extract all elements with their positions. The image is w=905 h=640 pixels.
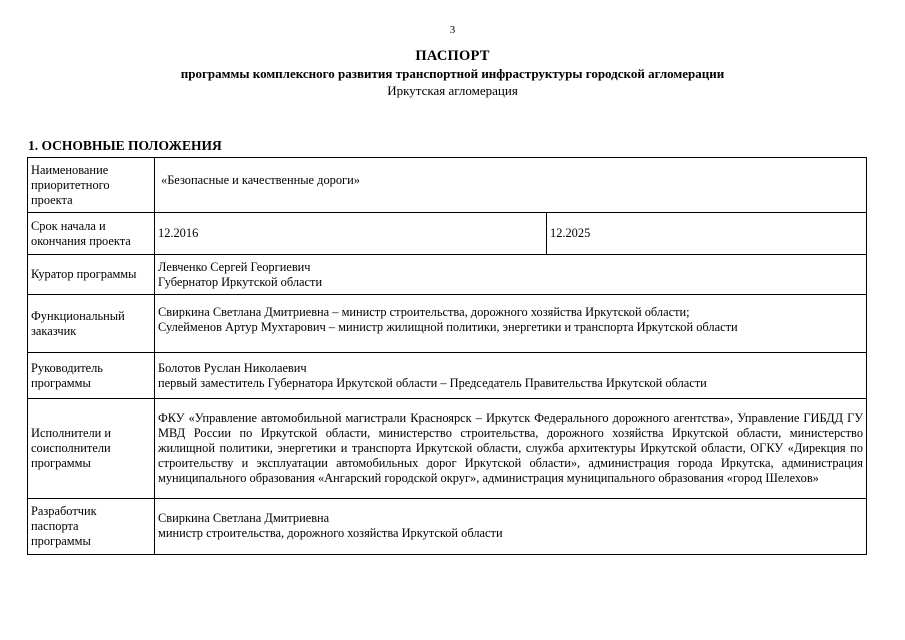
document-subtitle: программы комплексного развития транспортной инфраструктуры городской агломерации [180,66,725,81]
label-developer: Разработчик паспорта программы [28,499,155,555]
row-priority-project [28,158,867,213]
row-program-head [28,353,867,399]
label-program-head: Руководитель программы [28,353,155,399]
value-program-head: Болотов Руслан Николаевич первый заместитель Губернатора Иркутской области – Председатель Правительства Иркутской области [155,353,867,399]
label-priority-project: Наименование приоритетного проекта [28,158,155,213]
section-heading: 1. ОСНОВНЫЕ ПОЛОЖЕНИЯ [28,138,222,153]
passport-table [27,157,867,555]
row-developer [28,499,867,555]
row-executors [28,399,867,499]
term-end: 12.2025 [547,213,867,255]
label-curator: Куратор программы [28,255,155,295]
value-functional-customer: Свиркина Светлана Дмитриевна – министр строительства, дорожного хозяйства Иркутской области; Сулейменов Артур Мухтарович – министр жилищной политики, энергетики и транспорта Иркутской области [155,295,867,353]
document-title: ПАСПОРТ [415,48,490,64]
page-number: 3 [449,24,456,36]
term-start: 12.2016 [155,213,547,255]
label-executors: Исполнители и соисполнители программы [28,399,155,499]
agglomeration-name: Иркутская агломерация [387,83,518,98]
value-executors: ФКУ «Управление автомобильной магистрали Красноярск – Иркутск Федерального дорожного агентства», Управление ГИБДД ГУ МВД России по Иркутской области, министерство строительства, дорожного хозяйства Иркутской области, министерство жилищной политики, энергетики и транспорта Иркутской области, служба архитектуры Иркутской области, ОГКУ «Дирекция по строительству и эксплуатации автомобильных дорог Иркутской области», администрация города Иркутска, администрация муниципального образования «Ангарский городской округ», администрация муниципального образования «город Шелехов» [155,399,867,499]
label-functional-customer: Функциональный заказчик [28,295,155,353]
row-functional-customer [28,295,867,353]
value-curator: Левченко Сергей Георгиевич Губернатор Иркутской области [155,255,867,295]
value-developer: Свиркина Светлана Дмитриевна министр строительства, дорожного хозяйства Иркутской области [155,499,867,555]
value-priority-project: «Безопасные и качественные дороги» [155,158,867,213]
row-term [28,213,867,255]
label-term: Срок начала и окончания проекта [28,213,155,255]
row-curator [28,255,867,295]
